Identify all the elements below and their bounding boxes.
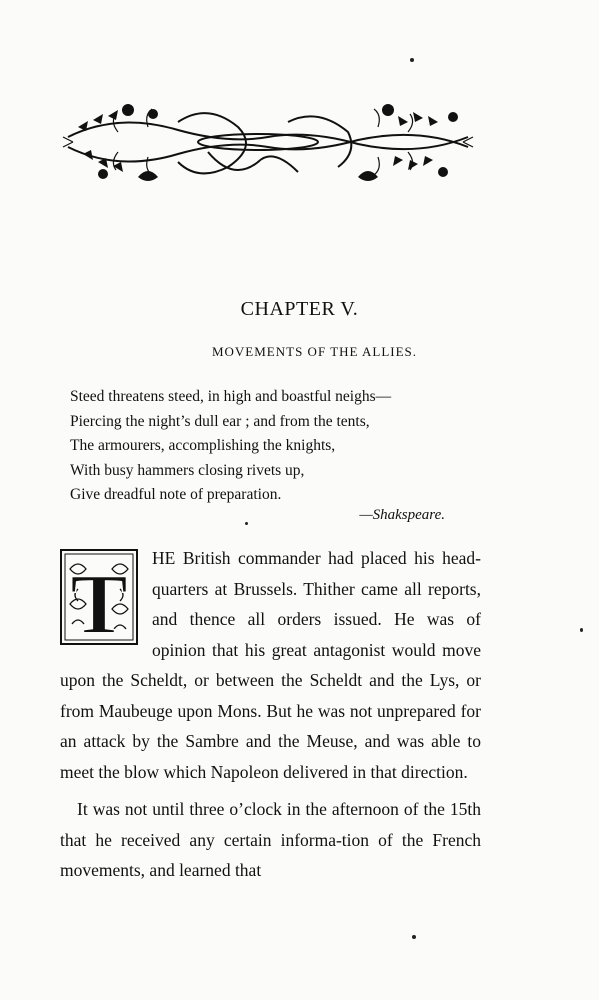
- epigraph-line: With busy hammers closing rivets up,: [70, 461, 305, 479]
- dropcap-letter: T: [70, 556, 128, 645]
- chapter-title: CHAPTER V.: [240, 298, 359, 320]
- print-speck: [410, 58, 414, 62]
- epigraph: [70, 385, 490, 508]
- epigraph-attribution: —Shakspeare.: [359, 507, 445, 523]
- epigraph-line: Steed threatens steed, in high and boastful neighs—: [70, 388, 392, 405]
- ornamental-headpiece: [58, 92, 478, 192]
- epigraph-line: Piercing the night’s dull ear ; and from the tents,: [70, 412, 370, 430]
- body-text: [60, 543, 481, 886]
- epigraph-line: The armourers, accomplishing the knights,: [70, 437, 336, 454]
- chapter-subtitle: MOVEMENTS OF THE ALLIES.: [211, 344, 418, 359]
- dropcap-t: [60, 549, 138, 645]
- epigraph-line: Give dreadful note of preparation.: [70, 486, 282, 503]
- paragraph-2: It was not until three o’clock in the afternoon of the 15th that he received any certain informa-tion of the French movements, and learned that: [60, 799, 481, 880]
- paragraph-1: HE British commander had placed his head-quarters at Brussels. Thither came all reports, and thence all orders issued. He was of opinion that his great antagonist would move upon the Scheldt, or between the Scheldt and the Lys, or from Maubeuge upon Mons. But he was not unprepared for an attack by the Sambre and the Meuse, and was able to meet the blow which Napoleon delivered in that direction.: [60, 548, 481, 782]
- print-speck: [412, 935, 416, 939]
- print-speck: [245, 522, 248, 525]
- print-speck: [580, 628, 583, 632]
